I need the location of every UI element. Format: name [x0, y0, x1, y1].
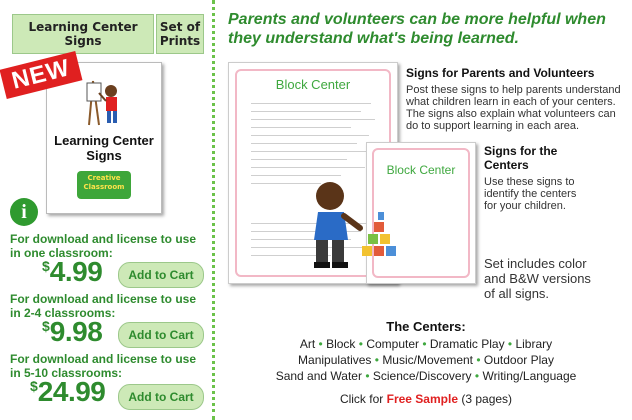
tier-1-price — [42, 256, 102, 288]
center-writing-language: Writing/Language — [482, 369, 577, 383]
center-art: Art — [299, 337, 316, 351]
add-to-cart-button-tier-2[interactable]: Add to Cart — [118, 322, 204, 348]
currency-symbol: $ — [42, 318, 50, 334]
parents-section-title: Signs for Parents and Volunteers — [406, 66, 595, 80]
column-divider — [212, 0, 215, 420]
tier-2-description: For download and license to use in 2-4 classrooms: — [10, 292, 197, 320]
center-outdoor-play: Outdoor Play — [483, 353, 554, 367]
center-library: Library — [515, 337, 553, 351]
center-computer: Computer — [366, 337, 419, 351]
add-to-cart-button-tier-3[interactable]: Add to Cart — [118, 384, 204, 410]
new-badge: NEW — [0, 51, 82, 99]
headline: Parents and volunteers can be more helpful when they understand what's being learned. — [228, 11, 606, 47]
centers-heading: The Centers: — [386, 319, 466, 334]
product-label: Learning Center Signs — [12, 14, 154, 54]
sample-prefix: Click for — [339, 392, 384, 406]
publisher-logo: Creative Classroom — [77, 171, 131, 199]
centers-list-line-3: Sand and Water • Science/Discovery • Writing/Language — [275, 369, 577, 383]
set-includes-text: Set includes color and B&W versions of all signs. — [484, 256, 591, 301]
sample-suffix: (3 pages) — [461, 392, 513, 406]
tier-3-price — [30, 376, 105, 408]
center-science-discovery: Science/Discovery — [372, 369, 472, 383]
center-dramatic-play: Dramatic Play — [429, 337, 505, 351]
centers-list-line-2: Manipulatives • Music/Movement • Outdoor Play — [298, 353, 554, 367]
price-value: 4.99 — [49, 256, 103, 287]
tier-2-price — [42, 316, 102, 348]
center-manipulatives: Manipulatives — [298, 353, 372, 367]
child-with-blocks-icon — [300, 176, 410, 272]
book-title: Learning Center Signs — [54, 133, 154, 163]
price-value: 24.99 — [37, 376, 106, 407]
centers-list-line-1: Art • Block • Computer • Dramatic Play • Library — [299, 337, 553, 351]
product-type-label: Set of Prints — [156, 14, 204, 54]
add-to-cart-button-tier-1[interactable]: Add to Cart — [118, 262, 204, 288]
price-value: 9.98 — [49, 316, 103, 347]
centers-sign-title: Signs for the Centers — [484, 144, 558, 172]
center-music-movement: Music/Movement — [382, 353, 474, 367]
centers-sign-text: Use these signs to identify the centers for your children. — [484, 176, 577, 212]
tier-3-description: For download and license to use in 5-10 classrooms: — [10, 352, 197, 380]
parents-section-text: Post these signs to help parents understand what children learn in each of your centers. The signs also explain what volunteers can do to support learning in each area. — [406, 84, 621, 132]
easel-painter-icon — [85, 77, 125, 127]
poster-small-title: Block Center — [386, 163, 456, 177]
poster-large-title: Block Center — [275, 77, 351, 92]
currency-symbol: $ — [42, 258, 50, 274]
free-sample-line — [220, 392, 632, 406]
info-icon[interactable]: i — [10, 198, 38, 226]
tier-1-description: For download and license to use in one classroom: — [10, 232, 197, 260]
currency-symbol: $ — [30, 378, 38, 394]
center-block: Block — [326, 337, 356, 351]
center-sand-and-water: Sand and Water — [275, 369, 362, 383]
free-sample-link[interactable]: Free Sample — [386, 392, 458, 406]
